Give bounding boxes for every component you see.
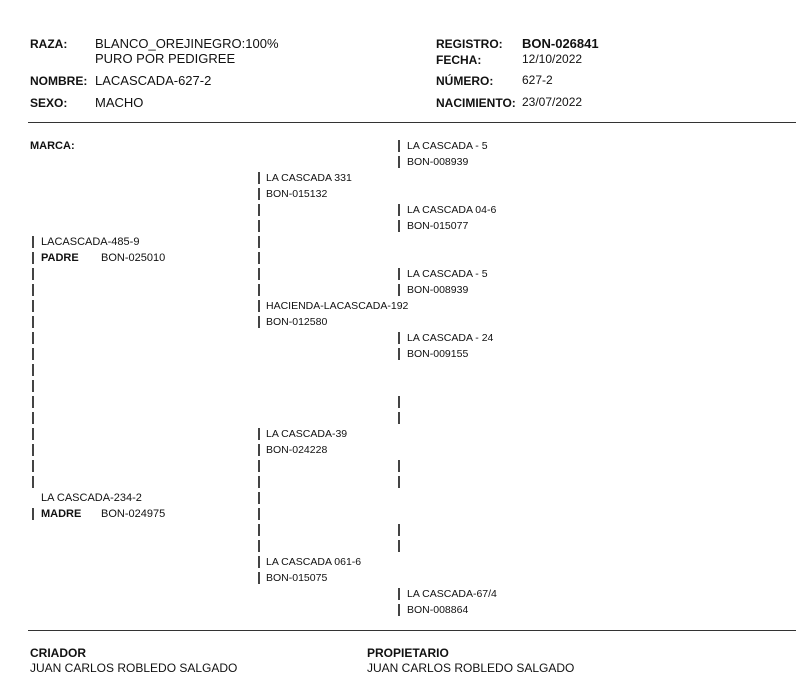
pedigree-bar <box>32 428 34 440</box>
madre-role: MADRE <box>41 508 82 520</box>
nacimiento-label: NACIMIENTO: <box>436 96 516 110</box>
great-grandparent-4-registro: BON-009155 <box>407 348 469 360</box>
great-grandparent-5-registro: BON-008864 <box>407 604 469 616</box>
pedigree-bar <box>258 428 260 440</box>
pedigree-bar <box>258 492 260 504</box>
nombre-label: NOMBRE: <box>30 74 88 88</box>
nombre-value: LACASCADA-627-2 <box>95 73 212 88</box>
pedigree-bar <box>32 460 34 472</box>
pedigree-bar <box>32 476 34 488</box>
pedigree-bar <box>398 332 400 344</box>
pedigree-bar <box>32 268 34 280</box>
madre-registro: BON-024975 <box>101 508 166 520</box>
pedigree-bar <box>258 460 260 472</box>
pedigree-bar <box>398 524 400 536</box>
pedigree-bar <box>258 268 260 280</box>
great-grandparent-4-name: LA CASCADA - 24 <box>407 332 494 344</box>
pedigree-bar <box>398 540 400 552</box>
pedigree-bar <box>398 268 400 280</box>
pedigree-bar <box>258 508 260 520</box>
grandparent-2-name: HACIENDA-LACASCADA-192 <box>266 300 409 312</box>
padre-registro: BON-025010 <box>101 252 166 264</box>
pedigree-bar <box>32 348 34 360</box>
great-grandparent-1-registro: BON-008939 <box>407 156 469 168</box>
grandparent-1-registro: BON-015132 <box>266 188 328 200</box>
fecha-value: 12/10/2022 <box>522 52 583 66</box>
pedigree-bar <box>32 236 34 248</box>
pedigree-bar <box>258 476 260 488</box>
great-grandparent-2-registro: BON-015077 <box>407 220 469 232</box>
pedigree-bar <box>32 332 34 344</box>
padre-name: LACASCADA-485-9 <box>41 236 140 248</box>
great-grandparent-1-name: LA CASCADA - 5 <box>407 140 488 152</box>
pedigree-bar <box>258 540 260 552</box>
grandparent-1-name: LA CASCADA 331 <box>266 172 352 184</box>
pedigree-bar <box>398 140 400 152</box>
great-grandparent-2-name: LA CASCADA 04-6 <box>407 204 497 216</box>
nacimiento-value: 23/07/2022 <box>522 95 583 109</box>
numero-value: 627-2 <box>522 73 553 87</box>
grandparent-4-registro: BON-015075 <box>266 572 328 584</box>
pedigree-bar <box>398 604 400 616</box>
pedigree-bar <box>398 348 400 360</box>
propietario-value: JUAN CARLOS ROBLEDO SALGADO <box>367 661 575 675</box>
pedigree-bar <box>32 252 34 264</box>
pedigree-bar <box>32 284 34 296</box>
criador-value: JUAN CARLOS ROBLEDO SALGADO <box>30 661 238 675</box>
pedigree-bar <box>398 476 400 488</box>
pedigree-bar <box>258 572 260 584</box>
grandparent-3-name: LA CASCADA-39 <box>266 428 348 440</box>
pedigree-bar <box>398 396 400 408</box>
pedigree-bar <box>32 316 34 328</box>
padre-role: PADRE <box>41 252 79 264</box>
registro-value: BON-026841 <box>522 36 599 51</box>
pedigree-bar <box>258 252 260 264</box>
pedigree-bar <box>398 412 400 424</box>
great-grandparent-3-name: LA CASCADA - 5 <box>407 268 488 280</box>
grandparent-4-name: LA CASCADA 061-6 <box>266 556 362 568</box>
raza-label: RAZA: <box>30 37 68 51</box>
pedigree-bar <box>398 156 400 168</box>
pedigree-bar <box>258 236 260 248</box>
sexo-value: MACHO <box>95 95 144 110</box>
pedigree-bar <box>398 220 400 232</box>
pedigree-bar <box>32 412 34 424</box>
great-grandparent-5-name: LA CASCADA-67/4 <box>407 588 497 600</box>
pedigree-bar <box>398 588 400 600</box>
pedigree-bar <box>258 524 260 536</box>
great-grandparent-3-registro: BON-008939 <box>407 284 469 296</box>
propietario-label: PROPIETARIO <box>367 646 449 660</box>
pedigree-bar <box>32 396 34 408</box>
pedigree-bar <box>258 444 260 456</box>
fecha-label: FECHA: <box>436 53 482 67</box>
sexo-label: SEXO: <box>30 96 68 110</box>
pedigree-bar <box>258 284 260 296</box>
madre-name: LA CASCADA-234-2 <box>41 492 142 504</box>
pedigree-bar <box>398 284 400 296</box>
raza-value-line2: PURO POR PEDIGREE <box>95 51 236 66</box>
pedigree-bar <box>258 220 260 232</box>
registro-label: REGISTRO: <box>436 37 503 51</box>
pedigree-bar <box>32 380 34 392</box>
pedigree-bar <box>258 300 260 312</box>
footer-divider <box>28 630 796 631</box>
pedigree-bar <box>32 364 34 376</box>
pedigree-bar <box>32 444 34 456</box>
grandparent-2-registro: BON-012580 <box>266 316 328 328</box>
pedigree-bar <box>398 460 400 472</box>
pedigree-bar <box>398 204 400 216</box>
pedigree-bar <box>32 300 34 312</box>
pedigree-bar <box>258 316 260 328</box>
pedigree-bar <box>258 172 260 184</box>
pedigree-bar <box>32 508 34 520</box>
grandparent-3-registro: BON-024228 <box>266 444 328 456</box>
raza-value-line1: BLANCO_OREJINEGRO:100% <box>95 36 279 51</box>
pedigree-bar <box>258 188 260 200</box>
marca-label: MARCA: <box>30 140 75 152</box>
criador-label: CRIADOR <box>30 646 86 660</box>
header-divider <box>28 122 796 123</box>
numero-label: NÚMERO: <box>436 74 494 88</box>
pedigree-bar <box>258 556 260 568</box>
pedigree-bar <box>258 204 260 216</box>
